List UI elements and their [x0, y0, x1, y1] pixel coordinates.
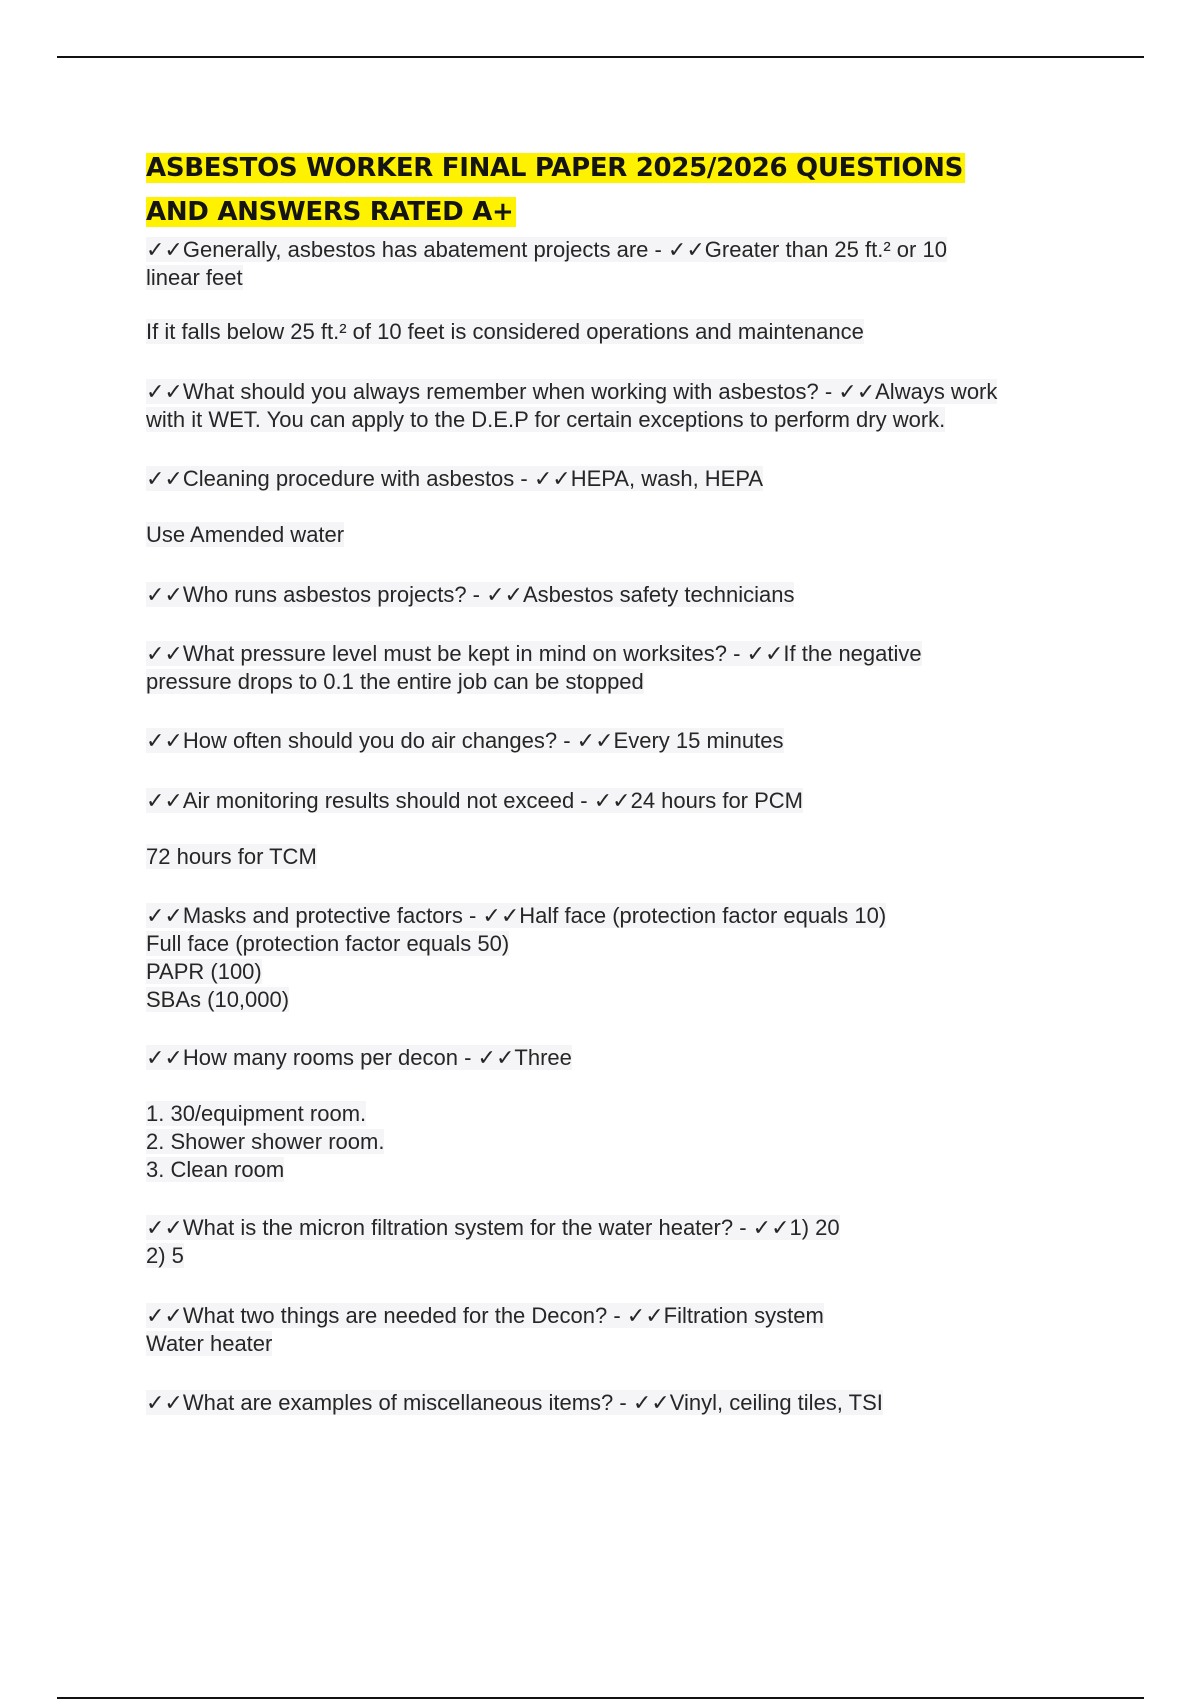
qa-line: ✓✓What should you always remember when working with asbestos? - ✓✓Always work [146, 379, 998, 404]
bottom-rule [57, 1697, 1144, 1699]
qa-line: pressure drops to 0.1 the entire job can be stopped [146, 669, 644, 694]
qa-line: If it falls below 25 ft.² of 10 feet is considered operations and maintenance [146, 319, 864, 344]
qa-line: Full face (protection factor equals 50) [146, 931, 510, 956]
qa-line: ✓✓How many rooms per decon - ✓✓Three [146, 1045, 572, 1070]
qa-line: 2. Shower shower room. [146, 1129, 385, 1154]
qa-item [146, 1389, 1106, 1417]
title-line-1: ASBESTOS WORKER FINAL PAPER 2025/2026 QUESTIONS [146, 153, 964, 183]
qa-item [146, 1302, 1106, 1358]
qa-line: Use Amended water [146, 522, 345, 547]
title-line-2: AND ANSWERS RATED A+ [146, 197, 514, 227]
top-rule [57, 56, 1144, 58]
qa-line: ✓✓Air monitoring results should not exceed - ✓✓24 hours for PCM [146, 788, 804, 813]
qa-line: ✓✓How often should you do air changes? - ✓✓Every 15 minutes [146, 728, 784, 753]
qa-line: ✓✓What pressure level must be kept in mind on worksites? - ✓✓If the negative [146, 641, 922, 666]
qa-line: 1. 30/equipment room. [146, 1101, 367, 1126]
qa-line: with it WET. You can apply to the D.E.P for certain exceptions to perform dry work. [146, 407, 946, 432]
qa-line: ✓✓What two things are needed for the Decon? - ✓✓Filtration system [146, 1303, 824, 1328]
qa-line: 3. Clean room [146, 1157, 285, 1182]
qa-item [146, 843, 1106, 871]
qa-item [146, 1100, 1106, 1184]
qa-item [146, 236, 1106, 292]
document-body [146, 146, 1106, 1417]
qa-item [146, 787, 1106, 815]
qa-line: ✓✓What is the micron filtration system for the water heater? - ✓✓1) 20 [146, 1215, 840, 1240]
qa-item [146, 581, 1106, 609]
qa-line: 2) 5 [146, 1243, 184, 1268]
qa-item [146, 1214, 1106, 1270]
qa-line: ✓✓What are examples of miscellaneous items? - ✓✓Vinyl, ceiling tiles, TSI [146, 1390, 883, 1415]
qa-item [146, 465, 1106, 493]
qa-line: linear feet [146, 265, 243, 290]
qa-item [146, 378, 1106, 434]
qa-item [146, 902, 1106, 1014]
qa-line: ✓✓Masks and protective factors - ✓✓Half face (protection factor equals 10) [146, 903, 887, 928]
qa-line: Water heater [146, 1331, 273, 1356]
qa-item [146, 318, 1106, 346]
qa-line: ✓✓Cleaning procedure with asbestos - ✓✓HEPA, wash, HEPA [146, 466, 764, 491]
qa-line: ✓✓Generally, asbestos has abatement projects are - ✓✓Greater than 25 ft.² or 10 [146, 237, 947, 262]
qa-line: PAPR (100) [146, 959, 262, 984]
qa-line: 72 hours for TCM [146, 844, 317, 869]
qa-line: SBAs (10,000) [146, 987, 290, 1012]
qa-item [146, 521, 1106, 549]
qa-item [146, 1044, 1106, 1072]
qa-line: ✓✓Who runs asbestos projects? - ✓✓Asbestos safety technicians [146, 582, 795, 607]
document-title [146, 146, 1106, 234]
qa-item [146, 640, 1106, 696]
qa-item [146, 727, 1106, 755]
